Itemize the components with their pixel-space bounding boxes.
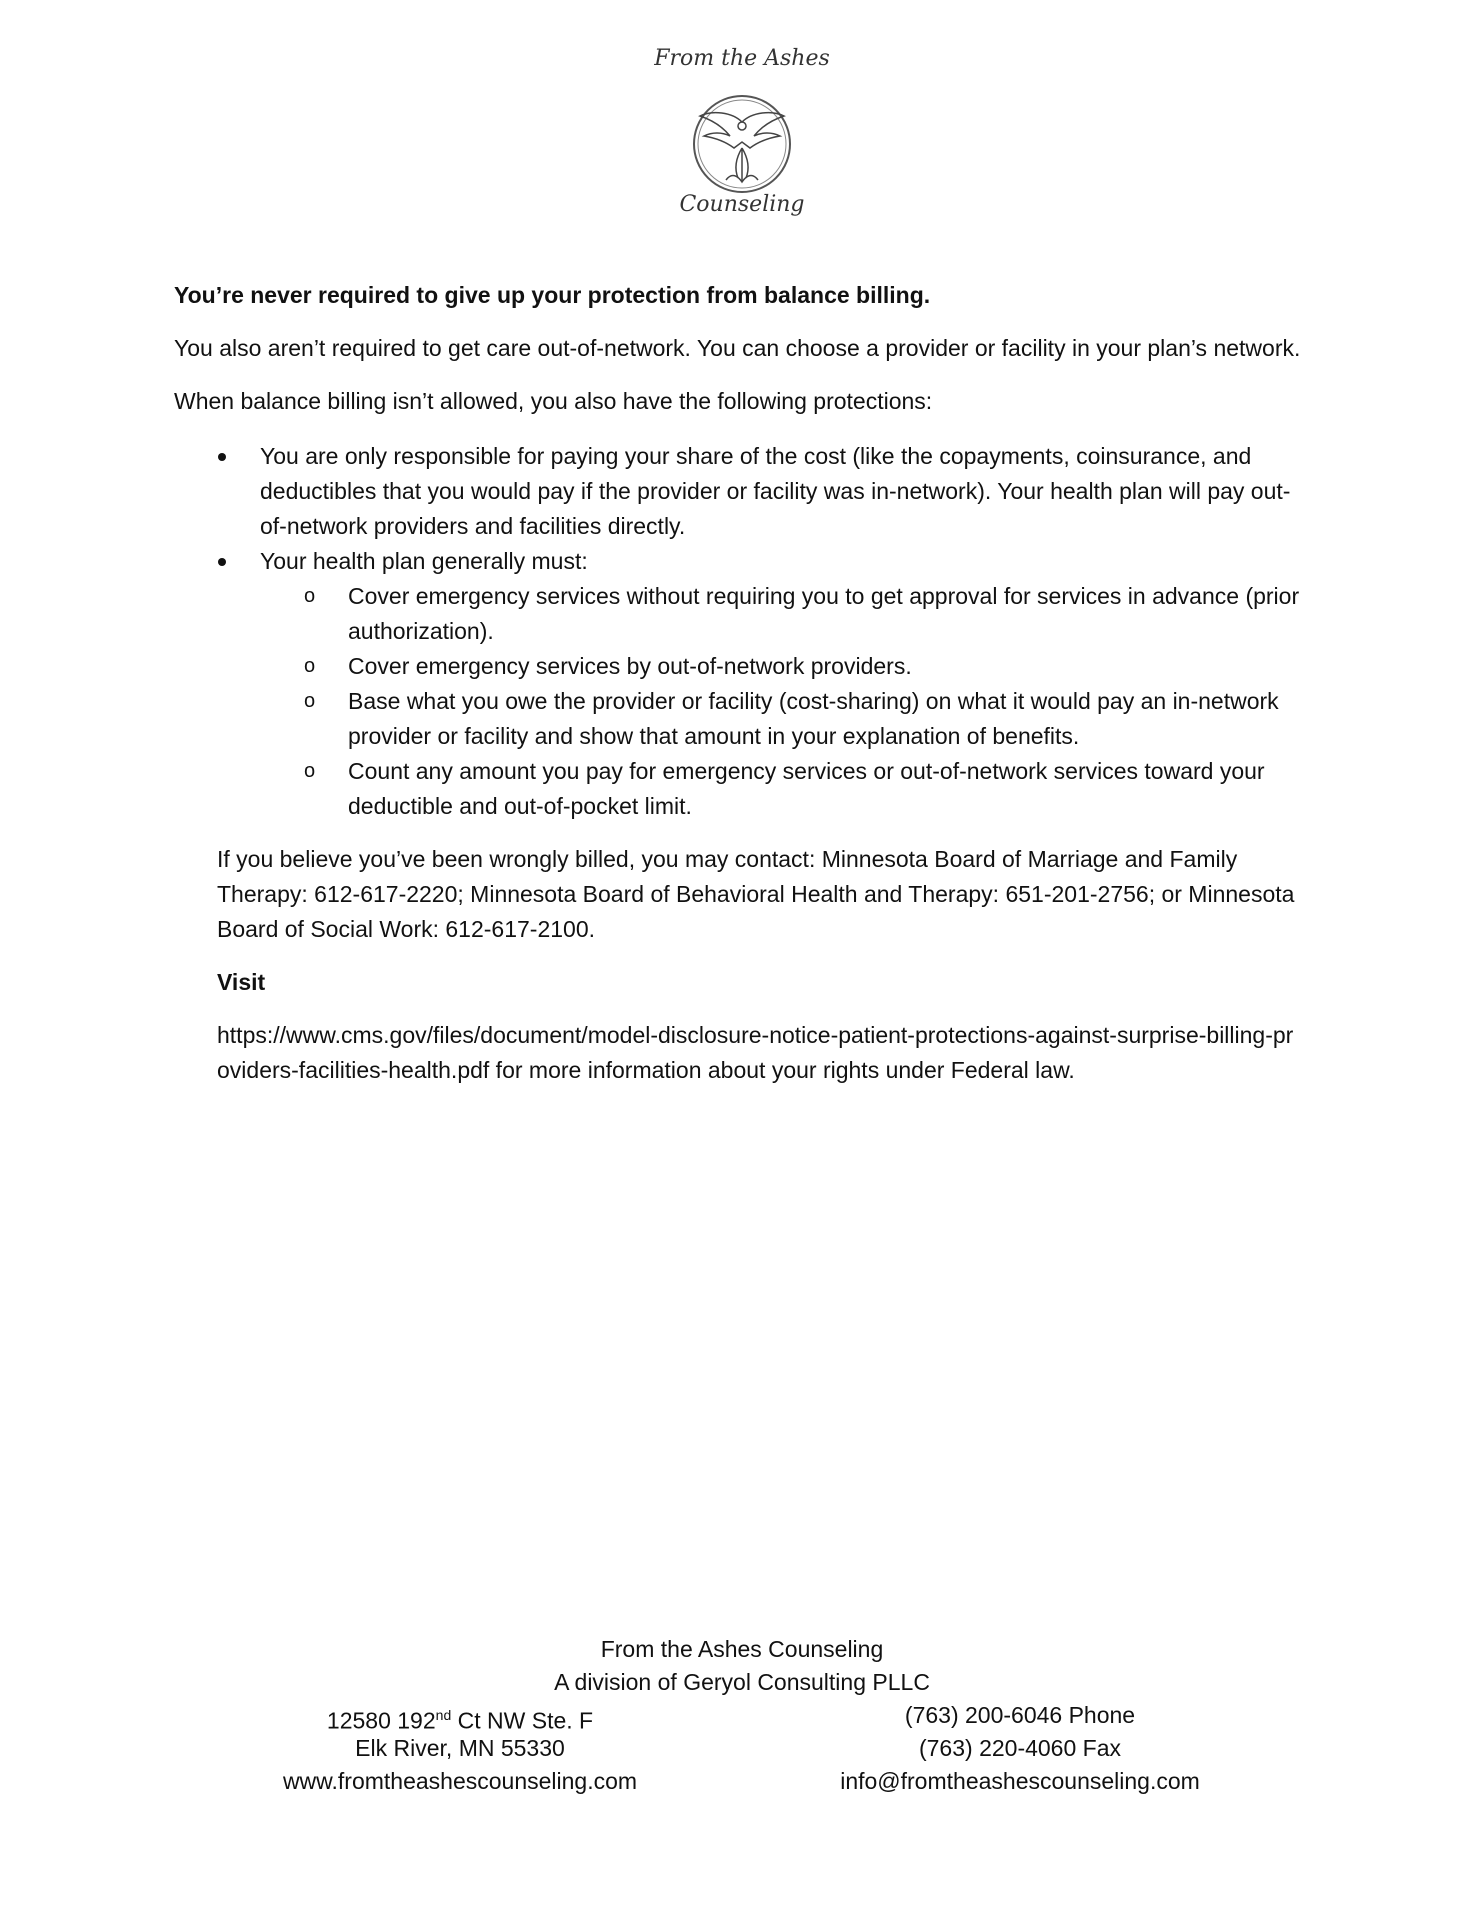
section-heading: You’re never required to give up your protection from balance billing. bbox=[174, 282, 931, 308]
paragraph-protections-intro: When balance billing isn’t allowed, you also have the following protections: bbox=[174, 388, 933, 414]
footer-org: From the Ashes Counseling bbox=[600, 1636, 884, 1662]
phoenix-icon bbox=[682, 92, 802, 196]
protections-list bbox=[174, 439, 1314, 824]
footer-address: 12580 192nd Ct NW Ste. F bbox=[326, 1707, 594, 1734]
list-item: Your health plan generally must: o Cover emergency services without requiring you to get approval for services in advance (prior authorization). o Cover emergency services by out-of-network providers. o Base what you owe the provider or facility (cost-sharing) on what it would pay an in-network provider or facility and show that amount in your explanation of benefits. o Count any amount you pay for emergency services or out-of-network services toward your deductible and out-of-pocket limit. bbox=[260, 544, 1314, 824]
logo-top-text: From the Ashes bbox=[654, 46, 830, 71]
footer-email-link[interactable]: info@fromtheashescounseling.com bbox=[840, 1768, 1200, 1794]
footer-division: A division of Geryol Consulting PLLC bbox=[554, 1669, 930, 1695]
list-item: o Cover emergency services by out-of-network providers. bbox=[348, 649, 1314, 684]
footer-phone: (763) 200-6046 Phone bbox=[904, 1702, 1136, 1728]
health-plan-requirements-list bbox=[260, 579, 1314, 824]
visit-link[interactable]: https://www.cms.gov/files/document/model-disclosure-notice-patient-protections-against-surprise-billing-pr oviders-facilities-health.pdf for more information about your rights under Federal law. bbox=[217, 1022, 1294, 1083]
logo-bottom-text: Counseling bbox=[679, 192, 805, 217]
footer bbox=[0, 1633, 1484, 1798]
logo bbox=[602, 40, 882, 230]
paragraph-out-of-network: You also aren’t required to get care out-of-network. You can choose a provider or facility in your plan’s network. bbox=[174, 335, 1301, 361]
list-item: o Count any amount you pay for emergency services or out-of-network services toward your deductible and out-of-pocket limit. bbox=[348, 754, 1314, 824]
footer-city: Elk River, MN 55330 bbox=[355, 1735, 565, 1761]
document-body bbox=[174, 278, 1314, 1088]
list-item: You are only responsible for paying your share of the cost (like the copayments, coinsurance, and deductibles that you would pay if the provider or facility was in-network). Your health plan will pay out-of-network providers and facilities directly. bbox=[260, 439, 1314, 544]
visit-label: Visit bbox=[217, 969, 266, 995]
footer-fax: (763) 220-4060 Fax bbox=[918, 1735, 1121, 1761]
list-item: o Base what you owe the provider or facility (cost-sharing) on what it would pay an in-network provider or facility and show that amount in your explanation of benefits. bbox=[348, 684, 1314, 754]
list-item: o Cover emergency services without requiring you to get approval for services in advance (prior authorization). bbox=[348, 579, 1314, 649]
paragraph-contact: If you believe you’ve been wrongly billed, you may contact: Minnesota Board of Marriage and Family Therapy: 612-617-2220; Minnesota Board of Behavioral Health and Therapy: 651-201-2756; or Minnesota Board of Social Work: 612-617-2100. bbox=[217, 846, 1295, 942]
footer-website-link[interactable]: www.fromtheashescounseling.com bbox=[282, 1768, 638, 1794]
